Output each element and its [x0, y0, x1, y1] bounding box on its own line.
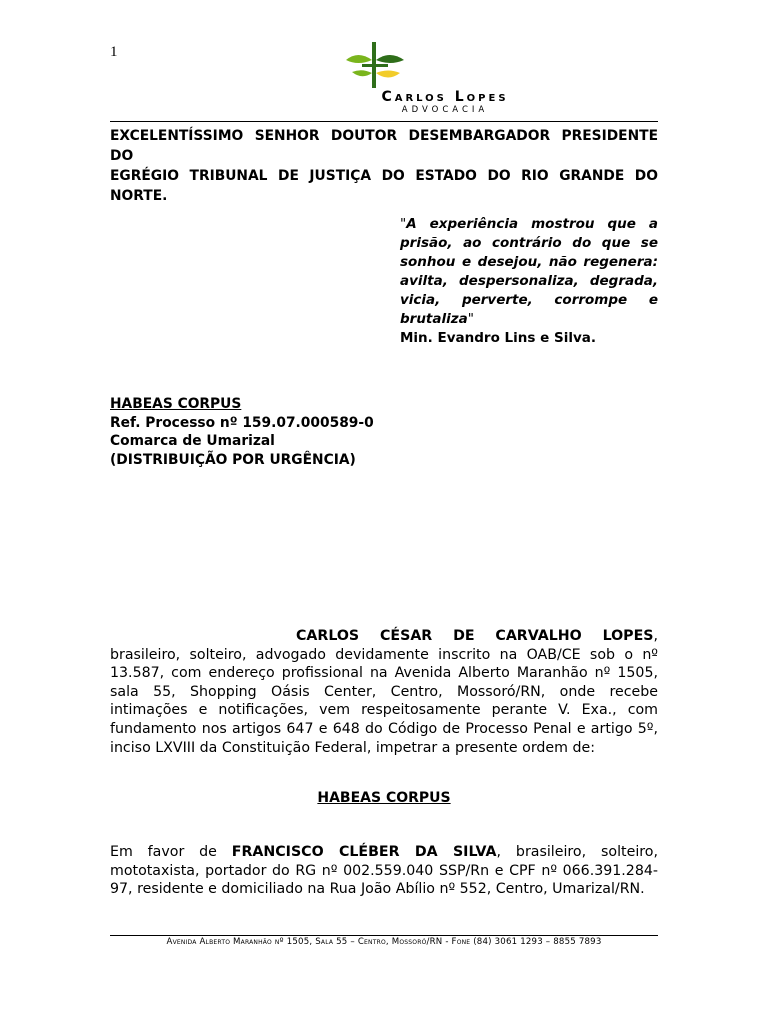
footer-address: Avenida Alberto Maranhão nº 1505, Sala 55 – Centro, Mossoró/RN - Fone (84) 3061 1293 – 8855 7893 [166, 937, 602, 947]
case-info-block [110, 395, 510, 469]
case-urgency: (DISTRIBUIÇÃO POR URGÊNCIA) [110, 451, 356, 468]
addressee-block [110, 126, 658, 206]
addressee-line-2: EGRÉGIO TRIBUNAL DE JUSTIÇA DO ESTADO DO RIO GRANDE DO NORTE. [110, 168, 658, 204]
petitioner-name: CARLOS CÉSAR DE CARVALHO LOPES [296, 628, 654, 644]
beneficiary-prefix: Em favor de [110, 844, 232, 860]
firm-logo-icon [342, 42, 408, 88]
page-number: 1 [110, 44, 118, 60]
epigraph-close-quote: " [467, 311, 474, 327]
footer-divider [110, 935, 658, 936]
beneficiary-paragraph [110, 843, 658, 899]
epigraph-author: Min. Evandro Lins e Silva. [400, 330, 596, 346]
epigraph [400, 215, 658, 348]
firm-subtitle: ADVOCACIA [401, 105, 489, 115]
case-type: HABEAS CORPUS [110, 396, 242, 412]
petitioner-paragraph [110, 627, 658, 757]
case-comarca: Comarca de Umarizal [110, 433, 275, 449]
beneficiary-text: , brasileiro, solteiro, mototaxista, portador do RG nº 002.559.040 SSP/Rn e CPF nº 066.391.284-97, residente e domiciliado na Rua João Abílio nº 552, Centro, Umarizal/RN. [110, 844, 658, 898]
epigraph-quote: A experiência mostrou que a prisão, ao contrário do que se sonhou e desejou, não regenera: avilta, despersonaliza, degrada, vicia, perverte, corrompe e brutaliza [400, 216, 658, 327]
section-title: HABEAS CORPUS [317, 790, 451, 806]
case-reference: Ref. Processo nº 159.07.000589-0 [110, 414, 374, 431]
header-divider [110, 121, 658, 122]
firm-name: Carlos Lopes [381, 89, 509, 105]
petitioner-text: , brasileiro, solteiro, advogado devidamente inscrito na OAB/CE sob o nº 13.587, com endereço profissional na Avenida Alberto Maranhão nº 1505, sala 55, Shopping Oásis Center, Centro, Mossoró/RN, onde recebe intimações e notificações, vem respeitosamente perante V. Exa., com fundamento nos artigos 647 e 648 do Código de Processo Penal e artigo 5º, inciso LXVIII da Constituição Federal, impetrar a presente ordem de: [110, 628, 658, 756]
epigraph-open-quote: " [400, 216, 407, 232]
beneficiary-name: FRANCISCO CLÉBER DA SILVA [231, 844, 497, 860]
addressee-line-1: EXCELENTÍSSIMO SENHOR DOUTOR DESEMBARGADOR PRESIDENTE DO [110, 128, 658, 164]
